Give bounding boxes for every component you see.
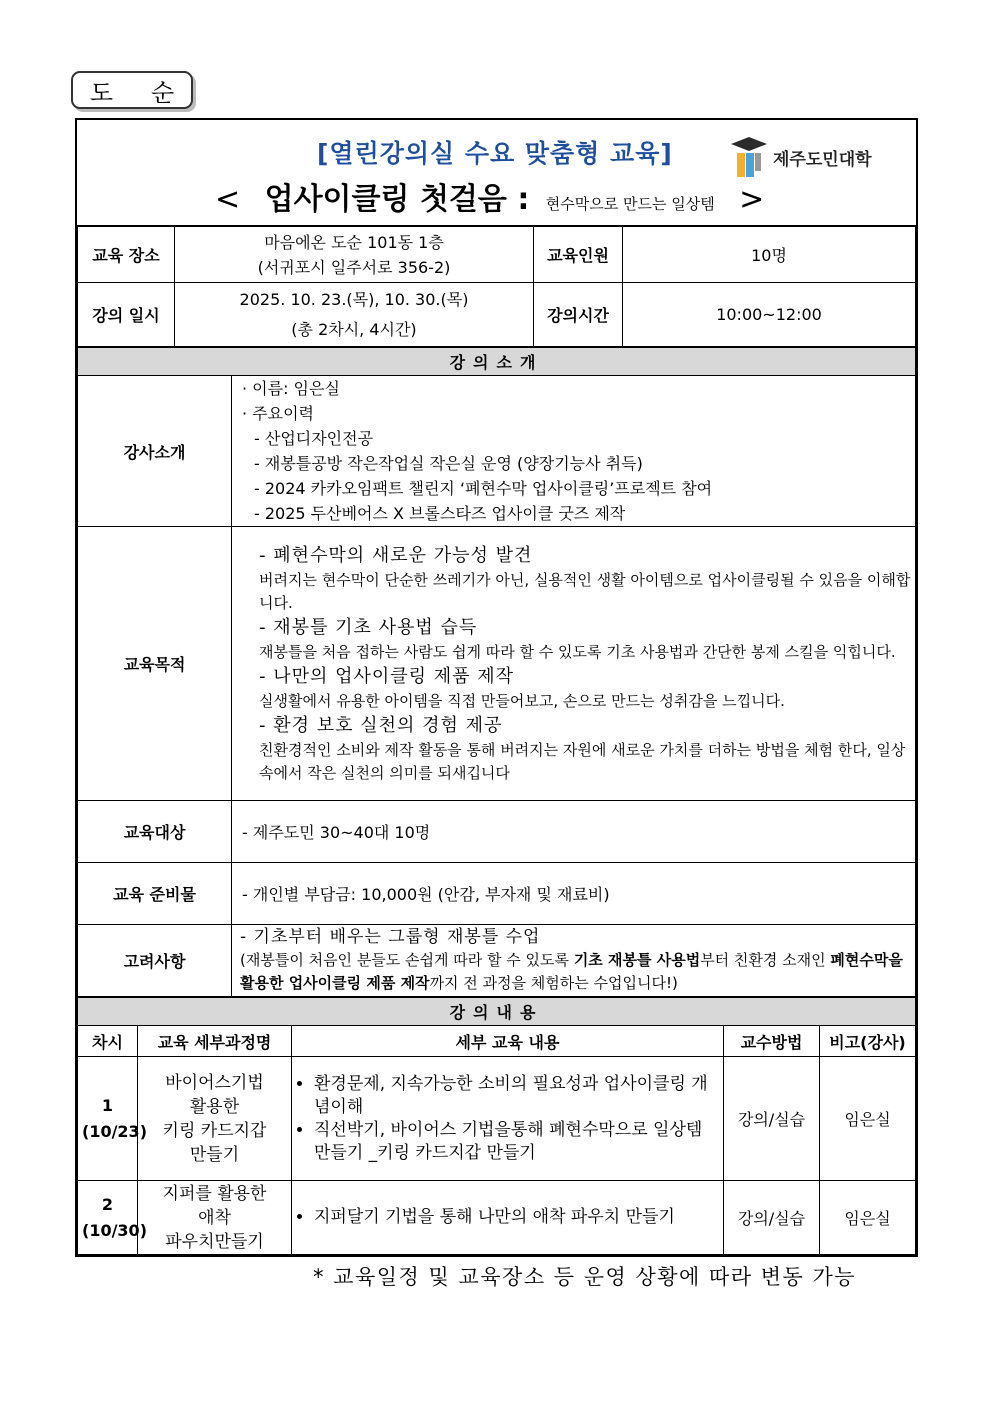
graduation-cap-icon [729,135,769,179]
prep-label: 교육 준비물 [78,863,232,925]
date-label: 강의 일시 [78,283,175,347]
target-value: - 제주도민 30~40대 10명 [232,801,916,863]
header-instructor: 비고(강사) [820,1026,916,1057]
time-value: 10:00~12:00 [623,283,916,347]
goal-heading: - 환경 보호 실천의 경험 제공 [259,714,503,736]
course-details: • 환경문제, 지속가능한 소비의 필요성과 업사이클링 개념이해 • 직선박기, 바이어스 기법을통해 폐현수막으로 일상템 만들기 _키링 카드지갑 만들기 [292,1057,724,1181]
instructor-label: 강사소개 [78,376,232,527]
course-name: 지퍼를 활용한 애착 파우치만들기 [138,1181,292,1255]
instructor-name: 임은실 [820,1181,916,1255]
session-no: 2 (10/30) [78,1181,138,1255]
sheet-header [77,120,916,226]
content-band: 강의내용 [78,998,916,1026]
info-table [77,226,916,347]
goal-body: 재봉틀을 처음 접하는 사람도 쉽게 따라 할 수 있도록 기초 사용법과 간단한 봉제 스킬을 익힙니다. [259,642,896,661]
header-session: 차시 [78,1026,138,1057]
prep-value: - 개인별 부담금: 10,000원 (안감, 부자재 및 재료비) [232,863,916,925]
time-label: 강의시간 [534,283,623,347]
program-title: < 업사이클링 첫걸음 : 현수막으로 만드는 일상템 > [215,182,765,217]
intro-table [77,347,916,997]
header-method: 교수방법 [724,1026,820,1057]
session-no: 1 (10/23) [78,1057,138,1181]
place-value: 마음에온 도순 101동 1층 (서귀포시 일주서로 356-2) [175,227,534,283]
instructor-info: · 이름: 임은실 · 주요이력 - 산업디자인전공 - 재봉틀공방 작은작업실 작은실 운영 (양장기능사 취득) - 2024 카카오임팩트 챌린지 ‘폐현수막 업사이클링’프로젝트 참여 - 2025 두산베어스 X 브롤스타즈 업사이클 굿즈 제작 [232,376,916,527]
target-label: 교육대상 [78,801,232,863]
table-row [78,1181,916,1255]
place-label: 교육 장소 [78,227,175,283]
course-details: • 지퍼달기 기법을 통해 나만의 애착 파우치 만들기 [292,1181,724,1255]
program-subtitle: [열린강의실 수요 맞춤형 교육] [317,139,673,168]
course-name: 바이어스기법 활용한 키링 카드지갑 만들기 [138,1057,292,1181]
goal-body: 버려지는 현수막이 단순한 쓰레기가 아닌, 실용적인 생활 아이템으로 업사이클링될 수 있음을 이해합니다. [259,570,911,612]
count-value: 10명 [623,227,916,283]
goal-heading: - 재봉틀 기초 사용법 습득 [259,616,478,638]
table-row [78,1057,916,1181]
header-details: 세부 교육 내용 [292,1026,724,1057]
intro-band: 강의소개 [78,348,916,376]
date-value: 2025. 10. 23.(목), 10. 30.(목) (총 2차시, 4시간) [175,283,534,347]
instructor-name: 임은실 [820,1057,916,1181]
consider-value: - 기초부터 배우는 그룹형 재봉틀 수업 (재봉틀이 처음인 분들도 손쉽게 따라 할 수 있도록 기초 재봉틀 사용법부터 친환경 소재인 폐현수막을 활용한 업사이클링 제품 제작까지 전 과정을 체험하는 수업입니다!) [232,925,916,997]
location-tag: 도순 [71,71,193,109]
content-table [77,997,916,1255]
goal-heading: - 폐현수막의 새로운 가능성 발견 [259,544,533,566]
goal-heading: - 나만의 업사이클링 제품 제작 [259,665,515,687]
goal-label: 교육목적 [78,527,232,801]
method: 강의/실습 [724,1181,820,1255]
method: 강의/실습 [724,1057,820,1181]
goal-body: 실생활에서 유용한 아이템을 직접 만들어보고, 손으로 만드는 성취감을 느낍니다. [259,691,785,710]
consider-label: 고려사항 [78,925,232,997]
goal-list [232,527,916,801]
goal-body: 친환경적인 소비와 제작 활동을 통해 버려지는 자원에 새로운 가치를 더하는 방법을 체험 한다, 일상속에서 작은 실천의 의미를 되새깁니다 [259,740,906,782]
footnote: * 교육일정 및 교육장소 등 운영 상황에 따라 변동 가능 [313,1265,857,1289]
program-sheet [75,118,918,1257]
jeju-citizen-college-logo: 제주도민대학 [729,134,889,180]
count-label: 교육인원 [534,227,623,283]
header-course: 교육 세부과정명 [138,1026,292,1057]
